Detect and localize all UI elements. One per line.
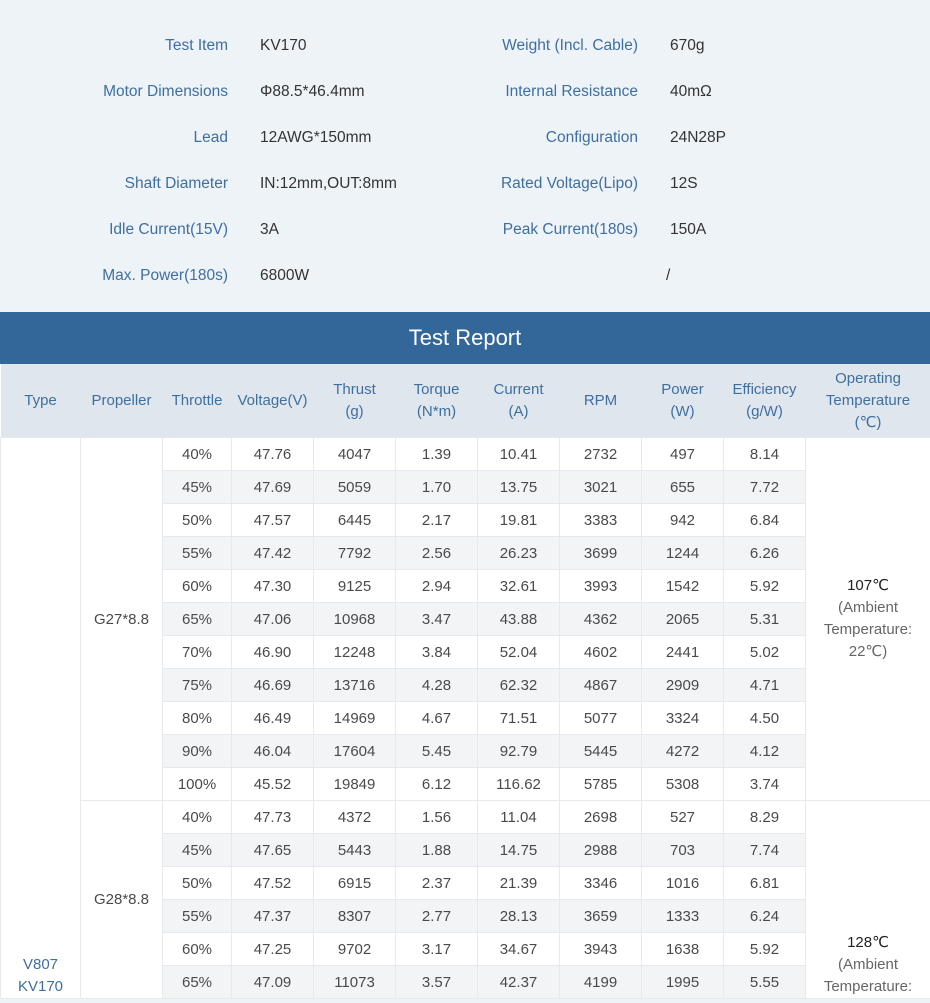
spec-value: 24N28P xyxy=(670,129,727,146)
data-cell: 2065 xyxy=(642,603,724,636)
data-cell: 45.52 xyxy=(232,768,314,801)
data-cell: 8307 xyxy=(314,900,396,933)
data-cell: 2.17 xyxy=(396,504,478,537)
temperature-note: (Ambient Temperature: 22℃) xyxy=(823,599,913,660)
column-header: Propeller xyxy=(81,364,163,438)
spec-label: Idle Current(15V) xyxy=(109,221,228,238)
data-cell: 1995 xyxy=(642,966,724,999)
spec-value: 6800W xyxy=(260,267,310,284)
column-header: Current (A) xyxy=(478,364,560,438)
data-cell: 62.32 xyxy=(478,669,560,702)
data-cell: 8.14 xyxy=(724,438,806,471)
data-cell: 7.74 xyxy=(724,834,806,867)
data-cell: 19849 xyxy=(314,768,396,801)
data-cell: 60% xyxy=(163,933,232,966)
spec-value: 12AWG*150mm xyxy=(260,129,372,146)
spec-value: 670g xyxy=(670,37,705,54)
table-header-row xyxy=(1,364,930,438)
data-cell: 42.37 xyxy=(478,966,560,999)
spec-row xyxy=(0,161,930,207)
spec-row xyxy=(0,115,930,161)
column-header: RPM xyxy=(560,364,642,438)
propeller-cell: G27*8.8 xyxy=(81,438,163,801)
data-cell: 5445 xyxy=(560,735,642,768)
data-cell: 47.09 xyxy=(232,966,314,999)
data-cell: 17604 xyxy=(314,735,396,768)
data-cell: 5.92 xyxy=(724,933,806,966)
spec-value: KV170 xyxy=(260,37,307,54)
temperature-value: 128℃ xyxy=(847,934,889,951)
column-header: Operating Temperature (℃) xyxy=(806,364,930,438)
data-cell: 6.24 xyxy=(724,900,806,933)
data-cell: 3699 xyxy=(560,537,642,570)
column-header: Type xyxy=(1,364,81,438)
data-cell: 50% xyxy=(163,867,232,900)
data-cell: 80% xyxy=(163,702,232,735)
data-cell: 52.04 xyxy=(478,636,560,669)
data-cell: 3346 xyxy=(560,867,642,900)
spec-value: 3A xyxy=(260,221,279,238)
data-cell: 1.39 xyxy=(396,438,478,471)
data-cell: 6.26 xyxy=(724,537,806,570)
data-cell: 8.29 xyxy=(724,801,806,834)
propeller-cell: G28*8.8 xyxy=(81,801,163,999)
data-cell: 1333 xyxy=(642,900,724,933)
data-cell: 1016 xyxy=(642,867,724,900)
data-cell: 45% xyxy=(163,471,232,504)
data-cell: 5.45 xyxy=(396,735,478,768)
column-header: Thrust (g) xyxy=(314,364,396,438)
data-cell: 1.88 xyxy=(396,834,478,867)
data-cell: 5.02 xyxy=(724,636,806,669)
spec-value: IN:12mm,OUT:8mm xyxy=(260,175,397,192)
spec-label: Shaft Diameter xyxy=(124,175,228,192)
spec-row xyxy=(0,253,930,299)
data-cell: 6.84 xyxy=(724,504,806,537)
column-header: Efficiency (g/W) xyxy=(724,364,806,438)
data-cell: 7.72 xyxy=(724,471,806,504)
data-cell: 45% xyxy=(163,834,232,867)
column-header: Voltage(V) xyxy=(232,364,314,438)
data-cell: 6445 xyxy=(314,504,396,537)
data-cell: 1.70 xyxy=(396,471,478,504)
data-cell: 92.79 xyxy=(478,735,560,768)
spec-label: Test Item xyxy=(165,37,228,54)
data-cell: 3021 xyxy=(560,471,642,504)
column-header: Power (W) xyxy=(642,364,724,438)
data-cell: 47.25 xyxy=(232,933,314,966)
data-cell: 1244 xyxy=(642,537,724,570)
data-cell: 65% xyxy=(163,966,232,999)
table-row xyxy=(1,438,930,471)
spec-label: Rated Voltage(Lipo) xyxy=(500,175,638,192)
column-header: Torque (N*m) xyxy=(396,364,478,438)
data-cell: 46.49 xyxy=(232,702,314,735)
data-cell: 2.37 xyxy=(396,867,478,900)
data-cell: 71.51 xyxy=(478,702,560,735)
data-cell: 4.50 xyxy=(724,702,806,735)
spec-section xyxy=(0,0,930,312)
data-cell: 2.77 xyxy=(396,900,478,933)
data-cell: 2441 xyxy=(642,636,724,669)
data-cell: 527 xyxy=(642,801,724,834)
data-cell: 116.62 xyxy=(478,768,560,801)
data-cell: 26.23 xyxy=(478,537,560,570)
data-cell: 7792 xyxy=(314,537,396,570)
data-cell: 47.37 xyxy=(232,900,314,933)
test-report-table xyxy=(0,364,930,999)
data-cell: 2698 xyxy=(560,801,642,834)
data-cell: 90% xyxy=(163,735,232,768)
data-cell: 47.69 xyxy=(232,471,314,504)
data-cell: 47.52 xyxy=(232,867,314,900)
data-cell: 3.57 xyxy=(396,966,478,999)
spec-row xyxy=(0,69,930,115)
spec-label: Peak Current(180s) xyxy=(502,221,638,238)
data-cell: 40% xyxy=(163,438,232,471)
data-cell: 6.81 xyxy=(724,867,806,900)
spec-label: Lead xyxy=(193,129,228,146)
spec-row xyxy=(0,23,930,69)
data-cell: 3943 xyxy=(560,933,642,966)
data-cell: 13716 xyxy=(314,669,396,702)
data-cell: 10968 xyxy=(314,603,396,636)
data-cell: 40% xyxy=(163,801,232,834)
data-cell: 1.56 xyxy=(396,801,478,834)
data-cell: 497 xyxy=(642,438,724,471)
data-cell: 1542 xyxy=(642,570,724,603)
data-cell: 10.41 xyxy=(478,438,560,471)
data-cell: 5.31 xyxy=(724,603,806,636)
data-cell: 703 xyxy=(642,834,724,867)
data-cell: 3.74 xyxy=(724,768,806,801)
data-cell: 43.88 xyxy=(478,603,560,636)
data-cell: 4047 xyxy=(314,438,396,471)
data-cell: 55% xyxy=(163,537,232,570)
data-cell: 3.47 xyxy=(396,603,478,636)
data-cell: 4867 xyxy=(560,669,642,702)
spec-value: / xyxy=(666,267,671,284)
data-cell: 4362 xyxy=(560,603,642,636)
data-cell: 100% xyxy=(163,768,232,801)
data-cell: 13.75 xyxy=(478,471,560,504)
data-cell: 3383 xyxy=(560,504,642,537)
spec-label: Motor Dimensions xyxy=(103,83,228,100)
data-cell: 5308 xyxy=(642,768,724,801)
data-cell: 47.42 xyxy=(232,537,314,570)
spec-value: 12S xyxy=(670,175,698,192)
data-cell: 2.56 xyxy=(396,537,478,570)
temperature-note: (Ambient Temperature: xyxy=(823,956,913,995)
data-cell: 3.84 xyxy=(396,636,478,669)
data-cell: 60% xyxy=(163,570,232,603)
data-cell: 4372 xyxy=(314,801,396,834)
data-cell: 2909 xyxy=(642,669,724,702)
spec-value: 40mΩ xyxy=(670,83,712,100)
data-cell: 46.04 xyxy=(232,735,314,768)
data-cell: 21.39 xyxy=(478,867,560,900)
data-cell: 47.06 xyxy=(232,603,314,636)
data-cell: 6.12 xyxy=(396,768,478,801)
data-cell: 655 xyxy=(642,471,724,504)
spec-value: 150A xyxy=(670,221,707,238)
data-cell: 1638 xyxy=(642,933,724,966)
report-title: Test Report xyxy=(0,312,930,364)
data-cell: 942 xyxy=(642,504,724,537)
data-cell: 5.92 xyxy=(724,570,806,603)
data-cell: 5077 xyxy=(560,702,642,735)
spec-label: Weight (Incl. Cable) xyxy=(502,37,638,54)
data-cell: 65% xyxy=(163,603,232,636)
data-cell: 55% xyxy=(163,900,232,933)
data-cell: 47.57 xyxy=(232,504,314,537)
data-cell: 47.76 xyxy=(232,438,314,471)
data-cell: 46.69 xyxy=(232,669,314,702)
spec-label: Configuration xyxy=(545,129,638,146)
spec-label: Max. Power(180s) xyxy=(102,267,228,284)
spec-row xyxy=(0,207,930,253)
data-cell: 75% xyxy=(163,669,232,702)
data-cell: 19.81 xyxy=(478,504,560,537)
data-cell: 5443 xyxy=(314,834,396,867)
data-cell: 3659 xyxy=(560,900,642,933)
spec-value: Φ88.5*46.4mm xyxy=(260,83,365,100)
temperature-value: 107℃ xyxy=(847,577,889,594)
data-cell: 9702 xyxy=(314,933,396,966)
data-cell: 50% xyxy=(163,504,232,537)
data-cell: 4.28 xyxy=(396,669,478,702)
data-cell: 47.65 xyxy=(232,834,314,867)
spec-label: Internal Resistance xyxy=(505,83,638,100)
data-cell: 28.13 xyxy=(478,900,560,933)
data-cell: 3.17 xyxy=(396,933,478,966)
data-cell: 47.73 xyxy=(232,801,314,834)
data-cell: 2988 xyxy=(560,834,642,867)
data-cell: 11.04 xyxy=(478,801,560,834)
data-cell: 34.67 xyxy=(478,933,560,966)
data-cell: 12248 xyxy=(314,636,396,669)
temperature-cell xyxy=(806,801,930,999)
column-header: Throttle xyxy=(163,364,232,438)
data-cell: 2.94 xyxy=(396,570,478,603)
data-cell: 5.55 xyxy=(724,966,806,999)
data-cell: 46.90 xyxy=(232,636,314,669)
data-cell: 70% xyxy=(163,636,232,669)
data-cell: 4.71 xyxy=(724,669,806,702)
data-cell: 4602 xyxy=(560,636,642,669)
data-cell: 2732 xyxy=(560,438,642,471)
data-cell: 5059 xyxy=(314,471,396,504)
data-cell: 6915 xyxy=(314,867,396,900)
data-cell: 32.61 xyxy=(478,570,560,603)
data-cell: 3324 xyxy=(642,702,724,735)
data-cell: 14969 xyxy=(314,702,396,735)
motor-type-cell: V807 KV170 xyxy=(1,438,81,999)
data-cell: 4272 xyxy=(642,735,724,768)
data-cell: 4199 xyxy=(560,966,642,999)
data-cell: 3993 xyxy=(560,570,642,603)
data-cell: 4.12 xyxy=(724,735,806,768)
temperature-cell xyxy=(806,438,930,801)
data-cell: 14.75 xyxy=(478,834,560,867)
data-cell: 5785 xyxy=(560,768,642,801)
data-cell: 47.30 xyxy=(232,570,314,603)
data-cell: 9125 xyxy=(314,570,396,603)
data-cell: 11073 xyxy=(314,966,396,999)
table-row xyxy=(1,801,930,834)
data-cell: 4.67 xyxy=(396,702,478,735)
